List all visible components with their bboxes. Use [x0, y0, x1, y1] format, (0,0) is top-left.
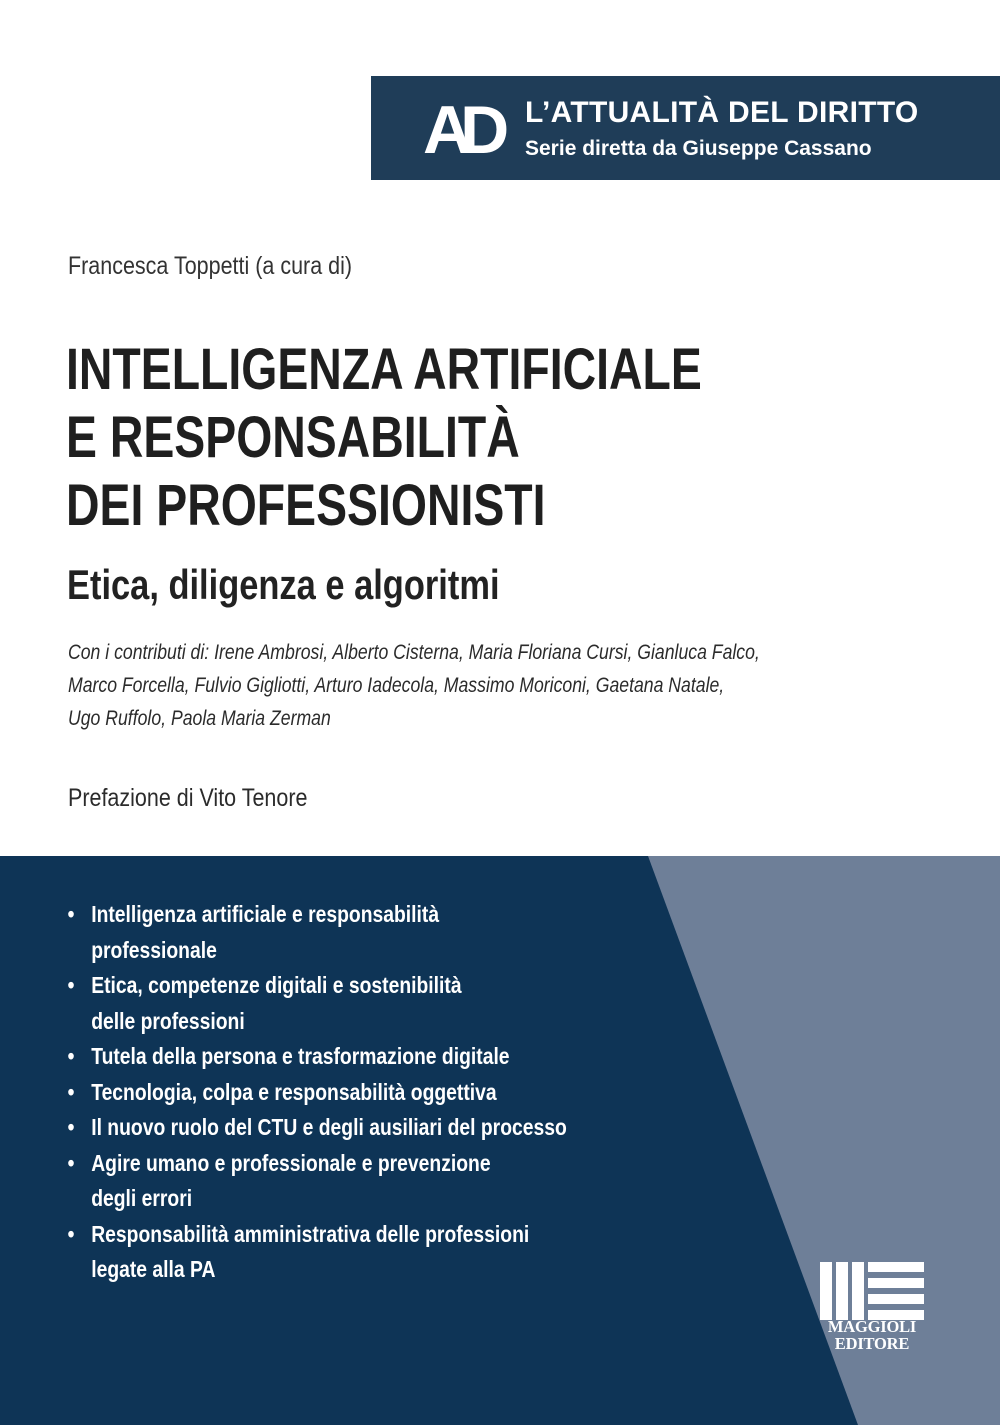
contributors [68, 636, 807, 735]
contributors-line: Ugo Ruffolo, Paola Maria Zerman [68, 707, 331, 730]
series-banner [371, 76, 1000, 180]
publisher-logo-icon [820, 1262, 924, 1320]
topic-item: • Responsabilità amministrativa delle professioni legate alla PA [66, 1217, 567, 1288]
topic-item: • Agire umano e professionale e prevenzione degli errori [66, 1146, 567, 1217]
topic-item: • Tecnologia, colpa e responsabilità oggettiva [66, 1075, 567, 1111]
series-title: L’ATTUALITÀ DEL DIRITTO [525, 96, 919, 129]
preface-credit: Prefazione di Vito Tenore [68, 784, 308, 812]
contributors-line: Con i contributi di: Irene Ambrosi, Alberto Cisterna, Maria Floriana Cursi, Gianluca Falco, [68, 641, 760, 664]
topic-item: • Etica, competenze digitali e sostenibilità delle professioni [66, 968, 567, 1039]
publisher-logo [820, 1262, 924, 1352]
topics-list [66, 897, 567, 1288]
book-subtitle: Etica, diligenza e algoritmi [67, 561, 500, 608]
topic-item: • Intelligenza artificiale e responsabilità professionale [66, 897, 567, 968]
series-subtitle: Serie diretta da Giuseppe Cassano [525, 137, 872, 160]
publisher-name: MAGGIOLI EDITORE [827, 1317, 917, 1353]
book-title-line: E RESPONSABILITÀ [66, 405, 520, 470]
topic-item: • Il nuovo ruolo del CTU e degli ausiliari del processo [66, 1110, 567, 1146]
topic-item: • Tutela della persona e trasformazione digitale [66, 1039, 567, 1075]
book-title-line: DEI PROFESSIONISTI [66, 473, 546, 538]
contributors-line: Marco Forcella, Fulvio Gigliotti, Arturo Iadecola, Massimo Moriconi, Gaetana Natale, [68, 674, 725, 697]
series-logo: AD [423, 92, 498, 168]
book-title-line: INTELLIGENZA ARTIFICIALE [66, 337, 702, 402]
editor-credit: Francesca Toppetti (a cura di) [68, 252, 353, 280]
book-title [66, 336, 702, 540]
